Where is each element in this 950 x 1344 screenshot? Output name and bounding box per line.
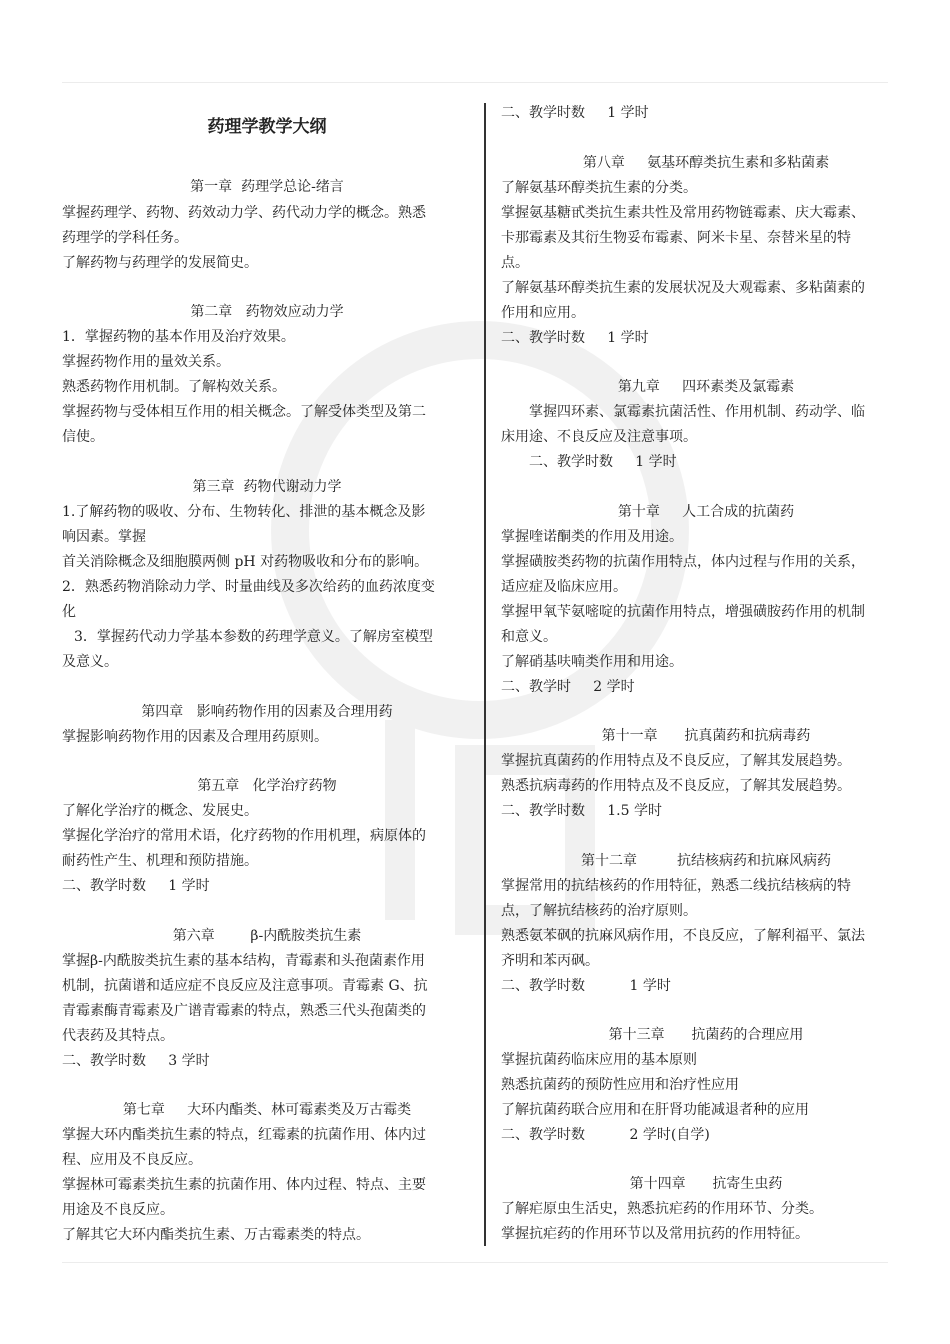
column-divider [484, 103, 486, 1246]
right-text-line: 掌握抗菌药临床应用的基本原则 [501, 1052, 697, 1068]
left-text-line: 掌握影响药物作用的因素及合理用药原则。 [62, 729, 328, 745]
left-chapter-heading: 第一章 药理学总论-绪言 [190, 179, 344, 195]
left-chapter-heading: 第三章 药物代谢动力学 [192, 479, 342, 495]
left-text-line: 掌握药理学、药物、药效动力学、药代动力学的概念。熟悉 [62, 205, 426, 221]
right-text-line: 掌握喹诺酮类的作用及用途。 [501, 529, 683, 545]
right-text-line: 掌握甲氧苄氨嘧啶的抗菌作用特点，增强磺胺药作用的机制 [501, 604, 865, 620]
right-text-line: 点，了解抗结核药的治疗原则。 [501, 903, 697, 919]
right-text-line: 二、教学时数 1.5 学时 [501, 803, 662, 819]
right-text-line: 了解氨基环醇类抗生素的分类。 [501, 180, 697, 196]
right-chapter-heading: 第十一章 抗真菌药和抗病毒药 [601, 728, 811, 744]
left-text-line: 掌握β-内酰胺类抗生素的基本结构，青霉素和头孢菌素作用 [62, 953, 425, 969]
right-text-line: 适应症及临床应用。 [501, 579, 627, 595]
right-text-line: 掌握常用的抗结核药的作用特征，熟悉二线抗结核病的特 [501, 878, 851, 894]
left-text-line: 3．掌握药代动力学基本参数的药理学意义。了解房室模型 [74, 629, 433, 645]
left-chapter-heading: 第五章 化学治疗药物 [197, 778, 337, 794]
right-text-line: 掌握抗疟药的作用环节以及常用抗药的作用特征。 [501, 1226, 809, 1242]
right-text-line: 床用途、不良反应及注意事项。 [501, 429, 697, 445]
right-text-line: 点。 [501, 255, 529, 271]
left-chapter-heading: 第六章 β-内酰胺类抗生素 [172, 928, 362, 944]
right-text-line: 掌握四环素、氯霉素抗菌活性、作用机制、药动学、临 [529, 404, 865, 420]
left-text-line: 化 [62, 604, 76, 620]
bottom-rule [62, 1262, 888, 1263]
left-text-line: 1.了解药物的吸收、分布、生物转化、排泄的基本概念及影 [62, 504, 426, 520]
right-text-line: 了解疟原虫生活史，熟悉抗疟药的作用环节、分类。 [501, 1201, 823, 1217]
left-text-line: 1．掌握药物的基本作用及治疗效果。 [62, 329, 295, 345]
left-text-line: 耐药性产生、机理和预防措施。 [62, 853, 258, 869]
right-text-line: 齐明和苯丙砜。 [501, 953, 599, 969]
left-text-line: 掌握药物作用的量效关系。 [62, 354, 230, 370]
right-chapter-heading: 第九章 四环素类及氯霉素 [617, 379, 795, 395]
right-text-line: 二、教学时数 2 学时(自学) [501, 1127, 710, 1143]
right-text-line: 熟悉氨苯砜的抗麻风病作用，不良反应，了解利福平、氯法 [501, 928, 865, 944]
left-text-line: 二、教学时数 3 学时 [62, 1053, 210, 1069]
left-text-line: 2．熟悉药物消除动力学、时量曲线及多次给药的血药浓度变 [62, 579, 435, 595]
left-chapter-heading: 第二章 药物效应动力学 [190, 304, 344, 320]
left-text-line: 响因素。掌握 [62, 529, 146, 545]
left-text-line: 掌握林可霉素类抗生素的抗菌作用、体内过程、特点、主要 [62, 1177, 426, 1193]
right-chapter-heading: 第十三章 抗菌药的合理应用 [608, 1027, 804, 1043]
left-text-line: 首关消除概念及细胞膜两侧 pH 对药物吸收和分布的影响。 [62, 554, 429, 570]
left-text-line: 青霉素酶青霉素及广谱青霉素的特点，熟悉三代头孢菌类的 [62, 1003, 426, 1019]
left-text-line: 用途及不良反应。 [62, 1202, 174, 1218]
left-text-line: 掌握药物与受体相互作用的相关概念。了解受体类型及第二 [62, 404, 426, 420]
right-text-line: 熟悉抗病毒药的作用特点及不良反应，了解其发展趋势。 [501, 778, 851, 794]
left-text-line: 药理学的学科任务。 [62, 230, 188, 246]
left-text-line: 信使。 [62, 429, 104, 445]
left-text-line: 程、应用及不良反应。 [62, 1152, 202, 1168]
right-text-line: 了解氨基环醇类抗生素的发展状况及大观霉素、多粘菌素的 [501, 280, 865, 296]
right-text-line: 作用和应用。 [501, 305, 585, 321]
left-text-line: 熟悉药物作用机制。了解构效关系。 [62, 379, 286, 395]
right-chapter-heading: 第十四章 抗寄生虫药 [629, 1176, 783, 1192]
right-text-line: 了解抗菌药联合应用和在肝肾功能减退者种的应用 [501, 1102, 809, 1118]
right-chapter-heading: 第十章 人工合成的抗菌药 [617, 504, 795, 520]
right-text-line: 二、教学时数 1 学时 [501, 978, 671, 994]
document-title: 药理学教学大纲 [207, 117, 327, 137]
left-text-line: 二、教学时数 1 学时 [62, 878, 210, 894]
right-text-line: 二、教学时 2 学时 [501, 679, 635, 695]
right-chapter-heading: 第十二章 抗结核病药和抗麻风病药 [580, 853, 832, 869]
left-text-line: 掌握大环内酯类抗生素的特点，红霉素的抗菌作用、体内过 [62, 1127, 426, 1143]
right-text-line: 二、教学时数 1 学时 [501, 105, 649, 121]
left-chapter-heading: 第四章 影响药物作用的因素及合理用药 [141, 704, 393, 720]
right-text-line: 卡那霉素及其衍生物妥布霉素、阿米卡星、奈替米星的特 [501, 230, 851, 246]
top-rule [62, 82, 888, 83]
left-text-line: 代表药及其特点。 [62, 1028, 174, 1044]
right-text-line: 掌握抗真菌药的作用特点及不良反应，了解其发展趋势。 [501, 753, 851, 769]
right-text-line: 掌握磺胺类药物的抗菌作用特点，体内过程与作用的关系， [501, 554, 865, 570]
right-text-line: 二、教学时数 1 学时 [501, 330, 649, 346]
right-chapter-heading: 第八章 氨基环醇类抗生素和多粘菌素 [582, 155, 830, 171]
right-text-line: 和意义。 [501, 629, 557, 645]
right-text-line: 了解硝基呋喃类作用和用途。 [501, 654, 683, 670]
right-text-line: 熟悉抗菌药的预防性应用和治疗性应用 [501, 1077, 739, 1093]
left-text-line: 及意义。 [62, 654, 118, 670]
left-text-line: 了解其它大环内酯类抗生素、万古霉素类的特点。 [62, 1227, 370, 1243]
right-text-line: 掌握氨基糖甙类抗生素共性及常用药物链霉素、庆大霉素、 [501, 205, 865, 221]
left-text-line: 掌握化学治疗的常用术语，化疗药物的作用机理，病原体的 [62, 828, 426, 844]
left-text-line: 了解药物与药理学的发展简史。 [62, 255, 258, 271]
right-text-line: 二、教学时数 1 学时 [529, 454, 677, 470]
left-chapter-heading: 第七章 大环内酯类、林可霉素类及万古霉类 [122, 1102, 412, 1118]
left-text-line: 了解化学治疗的概念、发展史。 [62, 803, 258, 819]
left-text-line: 机制，抗菌谱和适应症不良反应及注意事项。青霉素 G、抗 [62, 978, 428, 994]
